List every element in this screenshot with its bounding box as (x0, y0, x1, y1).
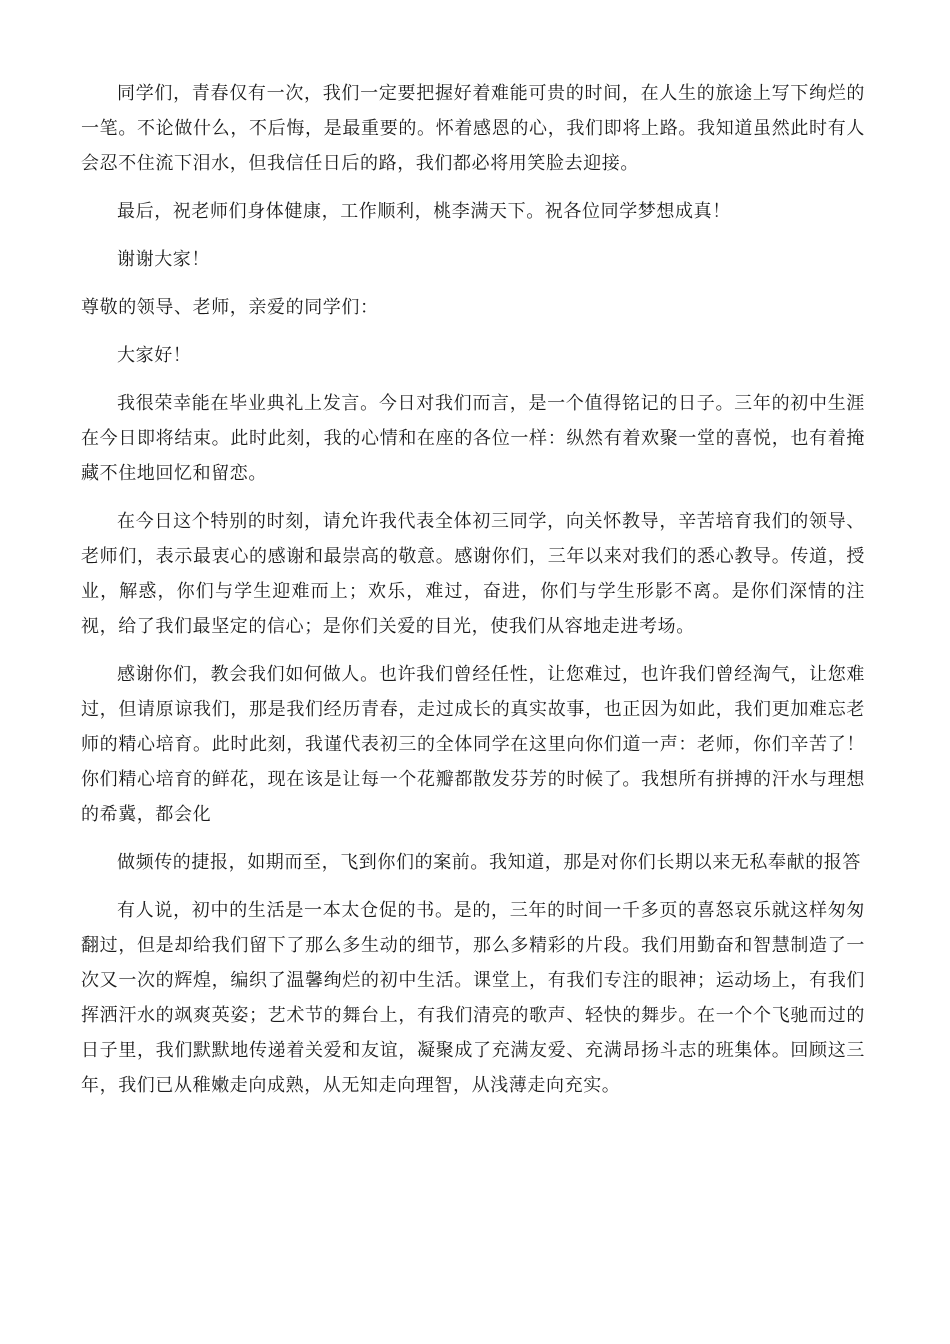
paragraph-salutation: 尊敬的领导、老师，亲爱的同学们： (81, 297, 379, 318)
paragraph-thanks: 谢谢大家！ (117, 249, 210, 270)
paragraph-honor-to-speak: 我很荣幸能在毕业典礼上发言。今日对我们而言，是一个值得铭记的日子。三年的初中生涯在今日即将结束。此时此刻，我的心情和在座的各位一样：纵然有着欢聚一堂的喜悦，也有着掩藏不住地回忆和留恋。 (81, 393, 865, 484)
paragraph-gratitude-teachers: 在今日这个特别的时刻，请允许我代表全体初三同学，向关怀教导，辛苦培育我们的领导、老师们，表示最衷心的感谢和最崇高的敬意。感谢你们，三年以来对我们的悉心教导。传道，授业，解惑，你们与学生迎难而上；欢乐，难过，奋进，你们与学生形影不离。是你们深情的注视，给了我们最坚定的信心；是你们关爱的目光，使我们从容地走进考场。 (81, 511, 865, 637)
paragraph-closing-wishes: 最后，祝老师们身体健康，工作顺利，桃李满天下。祝各位同学梦想成真！ (117, 201, 731, 222)
paragraph-teach-us-to-be-people: 感谢你们，教会我们如何做人。也许我们曾经任性，让您难过，也许我们曾经淘气，让您难过，但请原谅我们，那是我们经历青春，走过成长的真实故事，也正因为如此，我们更加难忘老师的精心培育。此时此刻，我谨代表初三的全体同学在这里向你们道一声：老师，你们辛苦了！你们精心培育的鲜花，现在该是让每一个花瓣都散发芬芳的时候了。我想所有拼搏的汗水与理想的希冀，都会化 (81, 664, 865, 825)
paragraph-greeting: 大家好！ (117, 345, 192, 366)
paragraph-middle-school-life: 有人说，初中的生活是一本太仓促的书。是的，三年的时间一千多页的喜怒哀乐就这样匆匆翻过，但是却给我们留下了那么多生动的细节，那么多精彩的片段。我们用勤奋和智慧制造了一次又一次的辉煌，编织了温馨绚烂的初中生活。课堂上，有我们专注的眼神；运动场上，有我们挥洒汗水的飒爽英姿；艺术节的舞台上，有我们清亮的歌声、轻快的舞步。在一个个飞驰而过的日子里，我们默默地传递着关爱和友谊，凝聚成了充满友爱、充满昂扬斗志的班集体。回顾这三年，我们已从稚嫩走向成熟，从无知走向理智，从浅薄走向充实。 (81, 900, 865, 1096)
paragraph-youth-advice: 同学们，青春仅有一次，我们一定要把握好着难能可贵的时间，在人生的旅途上写下绚烂的一笔。不论做什么，不后悔，是最重要的。怀着感恩的心，我们即将上路。我知道虽然此时有人会忍不住流下泪水，但我信任日后的路，我们都必将用笑脸去迎接。 (81, 83, 865, 174)
document-body (81, 76, 865, 1116)
paragraph-good-news: 做频传的捷报，如期而至，飞到你们的案前。我知道，那是对你们长期以来无私奉献的报答 (117, 852, 861, 873)
